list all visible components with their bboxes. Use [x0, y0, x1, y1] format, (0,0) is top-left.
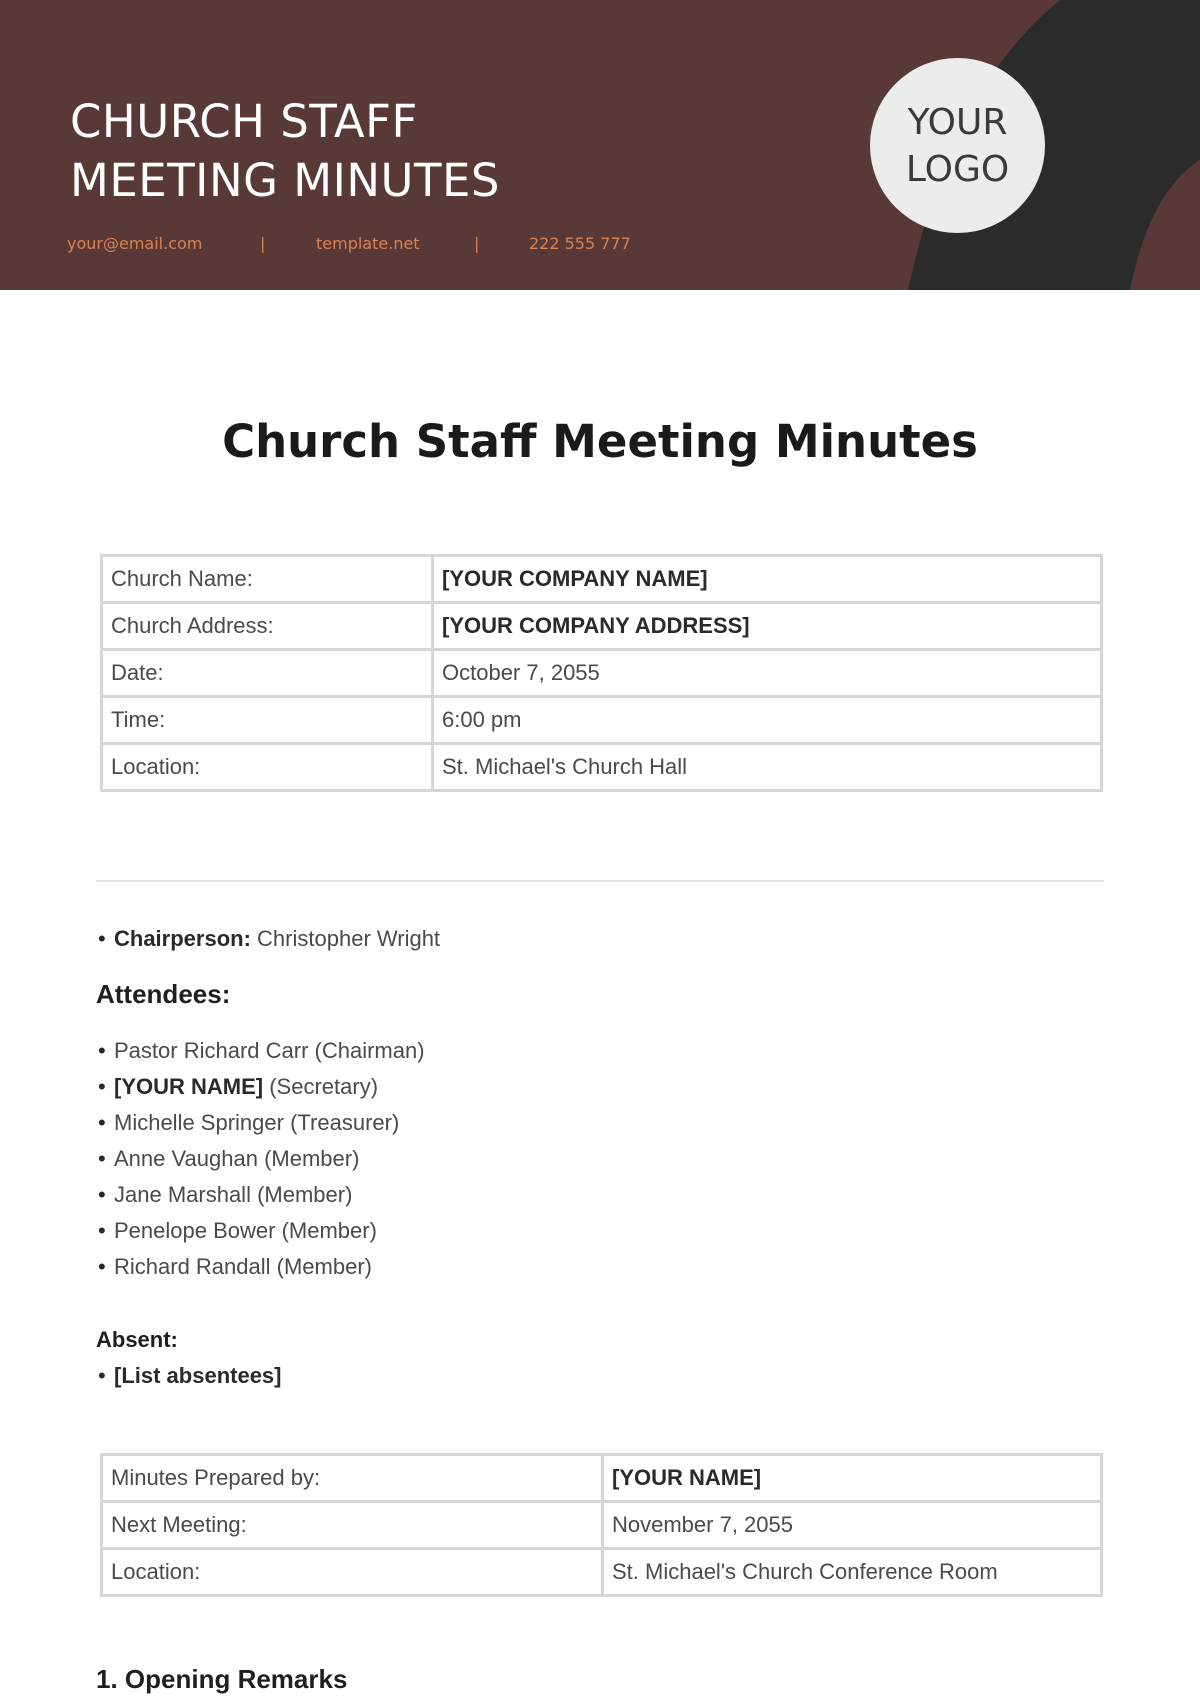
attendee-role: (Member) — [257, 1182, 353, 1207]
contact-separator-2: | — [474, 234, 480, 253]
list-item — [98, 1072, 425, 1108]
logo-line-2: LOGO — [905, 148, 1010, 190]
contact-email[interactable]: your@email.com — [67, 234, 203, 253]
bullet-icon: • — [98, 1254, 106, 1279]
bullet-icon: • — [98, 1074, 106, 1099]
attendee-name: Michelle Springer — [114, 1110, 284, 1135]
table-row — [102, 650, 1102, 697]
minutes-info-table — [100, 1453, 1103, 1597]
table-row — [102, 697, 1102, 744]
attendee-role: (Member) — [281, 1218, 377, 1243]
logo-line-1: YOUR — [907, 101, 1008, 143]
contact-separator-1: | — [260, 234, 266, 253]
attendee-name: Penelope Bower — [114, 1218, 276, 1243]
header-title-line-1: CHURCH STAFF — [70, 95, 418, 148]
next-meeting-label: Next Meeting: — [102, 1502, 603, 1549]
bullet-icon: • — [98, 1363, 106, 1388]
church-info-table — [100, 554, 1103, 792]
church-address-label: Church Address: — [102, 603, 433, 650]
attendee-name: Richard Randall — [114, 1254, 271, 1279]
next-location-label: Location: — [102, 1549, 603, 1596]
attendee-role: (Treasurer) — [290, 1110, 400, 1135]
prepared-by-value: [YOUR NAME] — [603, 1455, 1102, 1502]
section-divider — [96, 880, 1104, 882]
table-row — [102, 1455, 1102, 1502]
location-value: St. Michael's Church Hall — [433, 744, 1102, 791]
contact-phone: 222 555 777 — [529, 234, 631, 253]
chairperson-line — [98, 924, 440, 954]
bullet-icon: • — [98, 1218, 106, 1243]
attendee-name: Anne Vaughan — [114, 1146, 258, 1171]
next-meeting-value: November 7, 2055 — [603, 1502, 1102, 1549]
location-label: Location: — [102, 744, 433, 791]
attendee-role: (Member) — [264, 1146, 360, 1171]
next-location-value: St. Michael's Church Conference Room — [603, 1549, 1102, 1596]
absent-item: [List absentees] — [114, 1363, 282, 1388]
church-name-label: Church Name: — [102, 556, 433, 603]
table-row — [102, 556, 1102, 603]
attendee-role: (Member) — [276, 1254, 372, 1279]
date-value: October 7, 2055 — [433, 650, 1102, 697]
table-row — [102, 603, 1102, 650]
logo-text — [906, 99, 1009, 193]
attendee-name: [YOUR NAME] — [114, 1074, 264, 1099]
attendee-name: Jane Marshall — [114, 1182, 251, 1207]
attendee-list — [98, 1036, 425, 1288]
attendees-heading: Attendees: — [96, 979, 231, 1009]
date-label: Date: — [102, 650, 433, 697]
list-item — [98, 1216, 425, 1252]
church-name-value: [YOUR COMPANY NAME] — [433, 556, 1102, 603]
table-row — [102, 1549, 1102, 1596]
header-title-line-2: MEETING MINUTES — [70, 154, 500, 207]
list-item — [98, 1252, 425, 1288]
document-title: Church Staff Meeting Minutes — [222, 415, 978, 468]
list-item — [98, 1036, 425, 1072]
time-value: 6:00 pm — [433, 697, 1102, 744]
bullet-icon: • — [98, 1146, 106, 1171]
document-header — [0, 0, 1200, 290]
attendee-name: Pastor Richard Carr — [114, 1038, 309, 1063]
attendee-role: (Secretary) — [269, 1074, 379, 1099]
contact-website[interactable]: template.net — [316, 234, 420, 253]
church-address-value: [YOUR COMPANY ADDRESS] — [433, 603, 1102, 650]
logo-placeholder — [870, 58, 1045, 233]
prepared-by-label: Minutes Prepared by: — [102, 1455, 603, 1502]
chairperson-label: Chairperson: — [114, 926, 251, 951]
absent-heading: Absent: — [96, 1327, 178, 1352]
table-row — [102, 1502, 1102, 1549]
list-item — [98, 1180, 425, 1216]
table-row — [102, 744, 1102, 791]
absent-line — [98, 1361, 282, 1391]
time-label: Time: — [102, 697, 433, 744]
chairperson-name: Christopher Wright — [257, 926, 441, 951]
list-item — [98, 1108, 425, 1144]
header-title — [70, 92, 500, 210]
bullet-icon: • — [98, 1110, 106, 1135]
bullet-icon: • — [98, 926, 106, 951]
bullet-icon: • — [98, 1038, 106, 1063]
bullet-icon: • — [98, 1182, 106, 1207]
list-item — [98, 1144, 425, 1180]
opening-remarks-heading: 1. Opening Remarks — [96, 1664, 348, 1694]
attendee-role: (Chairman) — [314, 1038, 425, 1063]
